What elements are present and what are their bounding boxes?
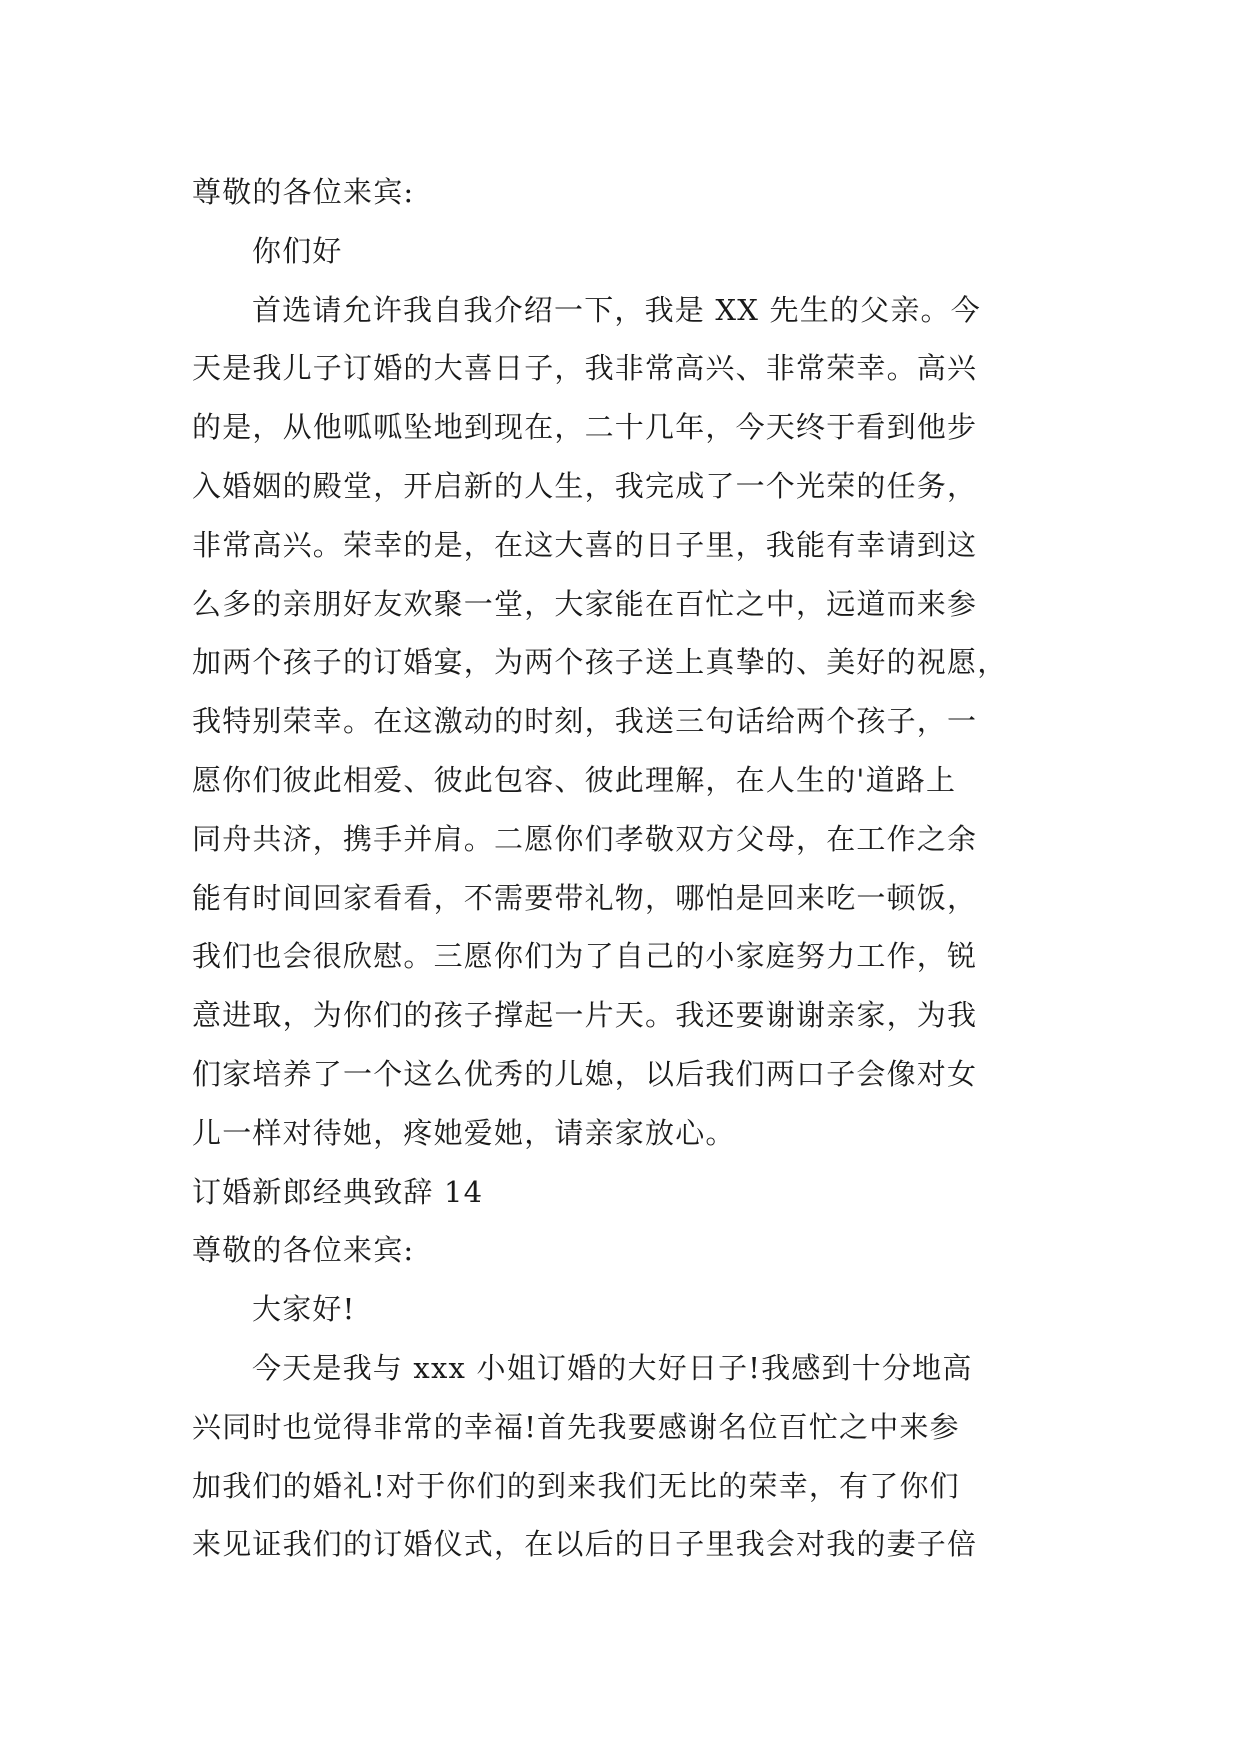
paragraph-line: 兴同时也觉得非常的幸福!首先我要感谢名位百忙之中来参 <box>192 1409 960 1444</box>
paragraph-line: 加两个孩子的订婚宴，为两个孩子送上真挚的、美好的祝愿， <box>192 645 1008 680</box>
paragraph-line: 来见证我们的订婚仪式，在以后的日子里我会对我的妻子倍 <box>192 1527 978 1562</box>
paragraph-line: 愿你们彼此相爱、彼此包容、彼此理解，在人生的'道路上 <box>192 762 957 797</box>
paragraph-line: 天是我儿子订婚的大喜日子，我非常高兴、非常荣幸。高兴 <box>192 351 978 386</box>
paragraph-line: 首选请允许我自我介绍一下，我是 XX 先生的父亲。今 <box>252 292 981 327</box>
paragraph-line: 能有时间回家看看，不需要带礼物，哪怕是回来吃一顿饭， <box>192 880 978 915</box>
greeting: 你们好 <box>252 233 343 268</box>
paragraph-line: 同舟共济，携手并肩。二愿你们孝敬双方父母，在工作之余 <box>192 821 978 856</box>
section-heading: 订婚新郎经典致辞 14 <box>192 1174 484 1209</box>
paragraph-line: 么多的亲朋好友欢聚一堂，大家能在百忙之中，远道而来参 <box>192 586 978 621</box>
paragraph-line: 今天是我与 xxx 小姐订婚的大好日子!我感到十分地高 <box>252 1350 973 1385</box>
salutation: 尊敬的各位来宾: <box>192 175 415 209</box>
paragraph-line: 意进取，为你们的孩子撑起一片天。我还要谢谢亲家，为我 <box>192 998 978 1033</box>
paragraph-line: 加我们的婚礼!对于你们的到来我们无比的荣幸，有了你们 <box>192 1468 960 1503</box>
paragraph-line: 入婚姻的殿堂，开启新的人生，我完成了一个光荣的任务， <box>192 468 978 503</box>
paragraph-line: 的是，从他呱呱坠地到现在，二十几年，今天终于看到他步 <box>192 410 978 445</box>
paragraph-line: 们家培养了一个这么优秀的儿媳，以后我们两口子会像对女 <box>192 1056 978 1091</box>
paragraph-line: 儿一样对待她，疼她爱她，请亲家放心。 <box>192 1115 736 1150</box>
document-body <box>192 163 1062 1574</box>
greeting: 大家好! <box>252 1292 356 1327</box>
paragraph-line: 我们也会很欣慰。三愿你们为了自己的小家庭努力工作，锐 <box>192 939 978 974</box>
salutation: 尊敬的各位来宾: <box>192 1233 415 1268</box>
paragraph-line: 我特别荣幸。在这激动的时刻，我送三句话给两个孩子，一 <box>192 704 978 739</box>
paragraph-line: 非常高兴。荣幸的是，在这大喜的日子里，我能有幸请到这 <box>192 527 978 562</box>
